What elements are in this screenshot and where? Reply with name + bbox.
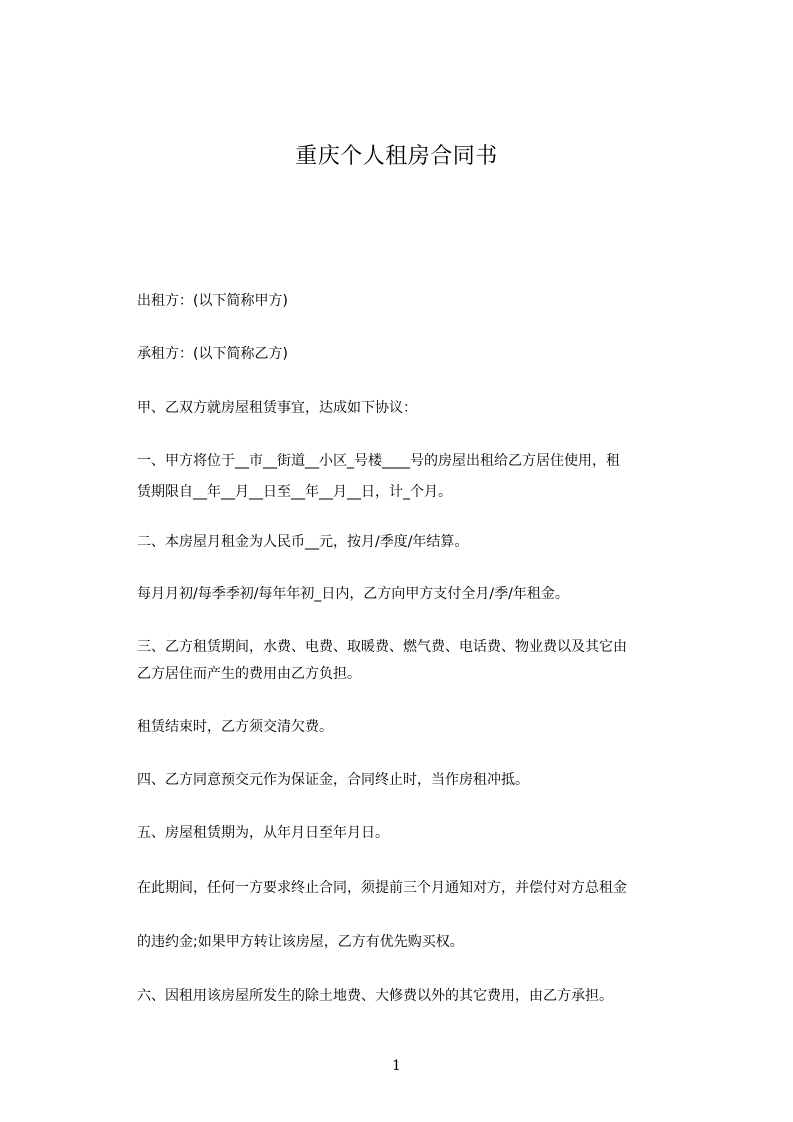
- clause-5: 五、房屋租赁期为，从年月日至年月日。: [137, 825, 389, 841]
- clause-1-line-1: 一、甲方将位于__市__街道__小区_号楼____号的房屋出租给乙方居住使用，租: [137, 453, 620, 469]
- intro-paragraph: 甲、乙双方就房屋租赁事宜，达成如下协议：: [137, 400, 417, 416]
- clause-2-payment: 每月月初/每季季初/每年年初_日内，乙方向甲方支付全月/季/年租金。: [137, 586, 569, 602]
- clause-6: 六、因租用该房屋所发生的除土地费、大修费以外的其它费用，由乙方承担。: [137, 988, 613, 1004]
- lessee-line: 承租方：(以下简称乙方): [137, 346, 288, 362]
- clause-1-line-2: 赁期限自__年__月__日至__年__月__日，计_个月。: [137, 484, 452, 500]
- clause-3-line-2: 乙方居住而产生的费用由乙方负担。: [137, 666, 361, 682]
- clause-2: 二、本房屋月租金为人民币__元，按月/季度/年结算。: [137, 534, 469, 550]
- lessor-line: 出租方：(以下简称甲方): [137, 293, 288, 309]
- clause-4: 四、乙方同意预交元作为保证金，合同终止时，当作房租冲抵。: [137, 772, 529, 788]
- clause-5-termination-line-2: 的违约金;如果甲方转让该房屋，乙方有优先购买权。: [137, 934, 464, 950]
- document-title: 重庆个人租房合同书: [295, 144, 498, 169]
- clause-3-line-1: 三、乙方租赁期间，水费、电费、取暖费、燃气费、电话费、物业费以及其它由: [137, 639, 627, 655]
- page-number: 1: [392, 1058, 401, 1074]
- clause-5-termination-line-1: 在此期间，任何一方要求终止合同，须提前三个月通知对方，并偿付对方总租金: [137, 880, 627, 896]
- clause-3-end: 租赁结束时，乙方须交清欠费。: [137, 719, 333, 735]
